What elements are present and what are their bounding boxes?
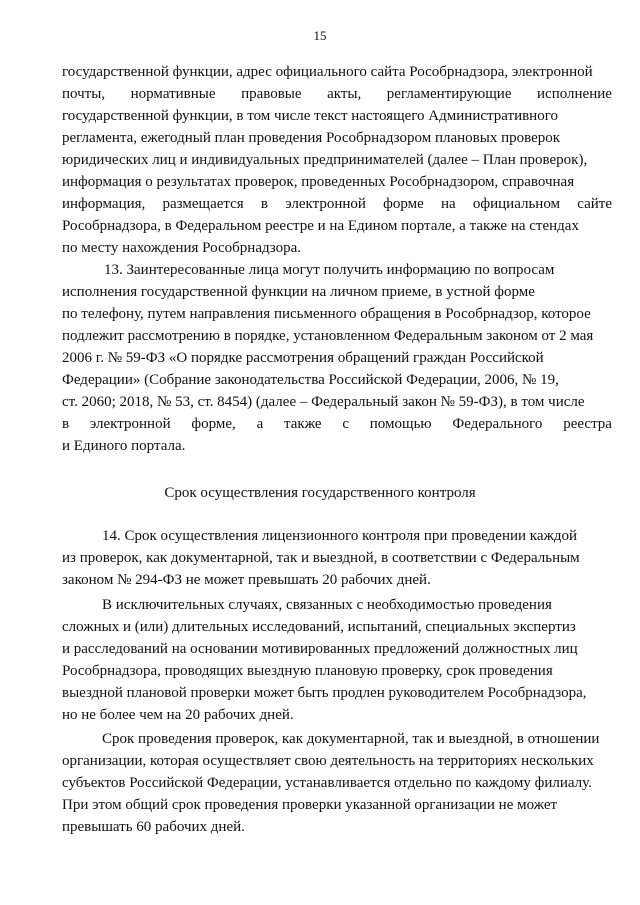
text-line: ст. 2060; 2018, № 53, ст. 8454) (далее – Федеральный закон № 59-ФЗ), в том числе [62, 394, 585, 410]
text-line: государственной функции, адрес официального сайта Рособрнадзора, электронной [62, 64, 593, 80]
text-line: законом № 294-ФЗ не может превышать 20 рабочих дней. [62, 572, 431, 588]
text-word: официальном [472, 196, 561, 212]
text-line: превышать 60 рабочих дней. [62, 819, 245, 835]
text-word: правовые [241, 86, 302, 102]
text-word: форме, [191, 416, 236, 432]
text-line: из проверок, как документарной, так и выездной, в соответствии с Федеральным [62, 550, 580, 566]
text-word: электронной [285, 196, 366, 212]
text-word: электронной [89, 416, 171, 432]
text-line: Рособрнадзора, проводящих выездную плановую проверку, срок проведения [62, 663, 553, 679]
text-line [62, 194, 612, 214]
text-line: 2006 г. № 59-ФЗ «О порядке рассмотрения обращений граждан Российской [62, 350, 544, 366]
text-word: в [62, 416, 70, 432]
text-word: нормативные [130, 86, 216, 102]
text-word: исполнение [537, 86, 612, 102]
text-line: Федерации» (Собрание законодательства Российской Федерации, 2006, № 19, [62, 372, 559, 388]
text-line: государственной функции, в том числе текст настоящего Административного [62, 108, 558, 124]
text-line: организации, которая осуществляет свою деятельность на территориях нескольких [62, 753, 594, 769]
text-word: информация, [62, 196, 146, 212]
text-word: почты, [62, 86, 106, 102]
text-word: размещается [162, 196, 244, 212]
text-word: сайте [577, 196, 612, 212]
text-word: в [260, 196, 268, 212]
text-line: регламента, ежегодный план проведения Рособрнадзором плановых проверок [62, 130, 561, 146]
text-word: на [441, 196, 456, 212]
page-number: 15 [313, 28, 327, 43]
text-line [62, 84, 612, 104]
text-line: Срок проведения проверок, как документарной, так и выездной, в отношении [102, 731, 600, 747]
text-word: с [342, 416, 349, 432]
text-line: субъектов Российской Федерации, устанавливается отдельно по каждому филиалу. [62, 775, 592, 791]
text-line: и Единого портала. [62, 438, 186, 454]
text-line: 14. Срок осуществления лицензионного контроля при проведении каждой [102, 528, 578, 544]
text-line [62, 414, 612, 434]
text-word: а [256, 416, 264, 432]
text-line: В исключительных случаях, связанных с необходимостью проведения [102, 597, 552, 613]
text-word: регламентирующие [386, 86, 512, 102]
text-line: по месту нахождения Рособрнадзора. [62, 240, 302, 256]
text-word: помощью [369, 416, 432, 432]
text-line: 13. Заинтересованные лица могут получить информацию по вопросам [104, 262, 555, 278]
text-line: по телефону, путем направления письменного обращения в Рособрнадзор, которое [62, 306, 591, 322]
text-word: Федерального [452, 416, 543, 432]
text-line: подлежит рассмотрению в порядке, установленном Федеральным законом от 2 мая [62, 328, 594, 344]
text-line: информация о результатах проверок, проведенных Рособрнадзором, справочная [62, 174, 575, 190]
text-line: и расследований на основании мотивированных предложений должностных лиц [62, 641, 578, 657]
text-word: акты, [327, 86, 362, 102]
text-word: форме [383, 196, 424, 212]
text-word: реестра [563, 416, 612, 432]
section-heading: Срок осуществления государственного контроля [164, 485, 476, 501]
text-line: юридических лиц и индивидуальных предпринимателей (далее – План проверок), [62, 152, 588, 168]
text-word: также [284, 416, 322, 432]
text-line: но не более чем на 20 рабочих дней. [62, 707, 294, 723]
text-line: Рособрнадзора, в Федеральном реестре и на Едином портале, а также на стендах [62, 218, 579, 234]
text-line: выездной плановой проверки может быть продлен руководителем Рособрнадзора, [62, 685, 587, 701]
text-line: При этом общий срок проведения проверки указанной организации не может [62, 797, 558, 813]
text-line: исполнения государственной функции на личном приеме, в устной форме [62, 284, 535, 300]
text-line: сложных и (или) длительных исследований, испытаний, специальных экспертиз [62, 619, 576, 635]
